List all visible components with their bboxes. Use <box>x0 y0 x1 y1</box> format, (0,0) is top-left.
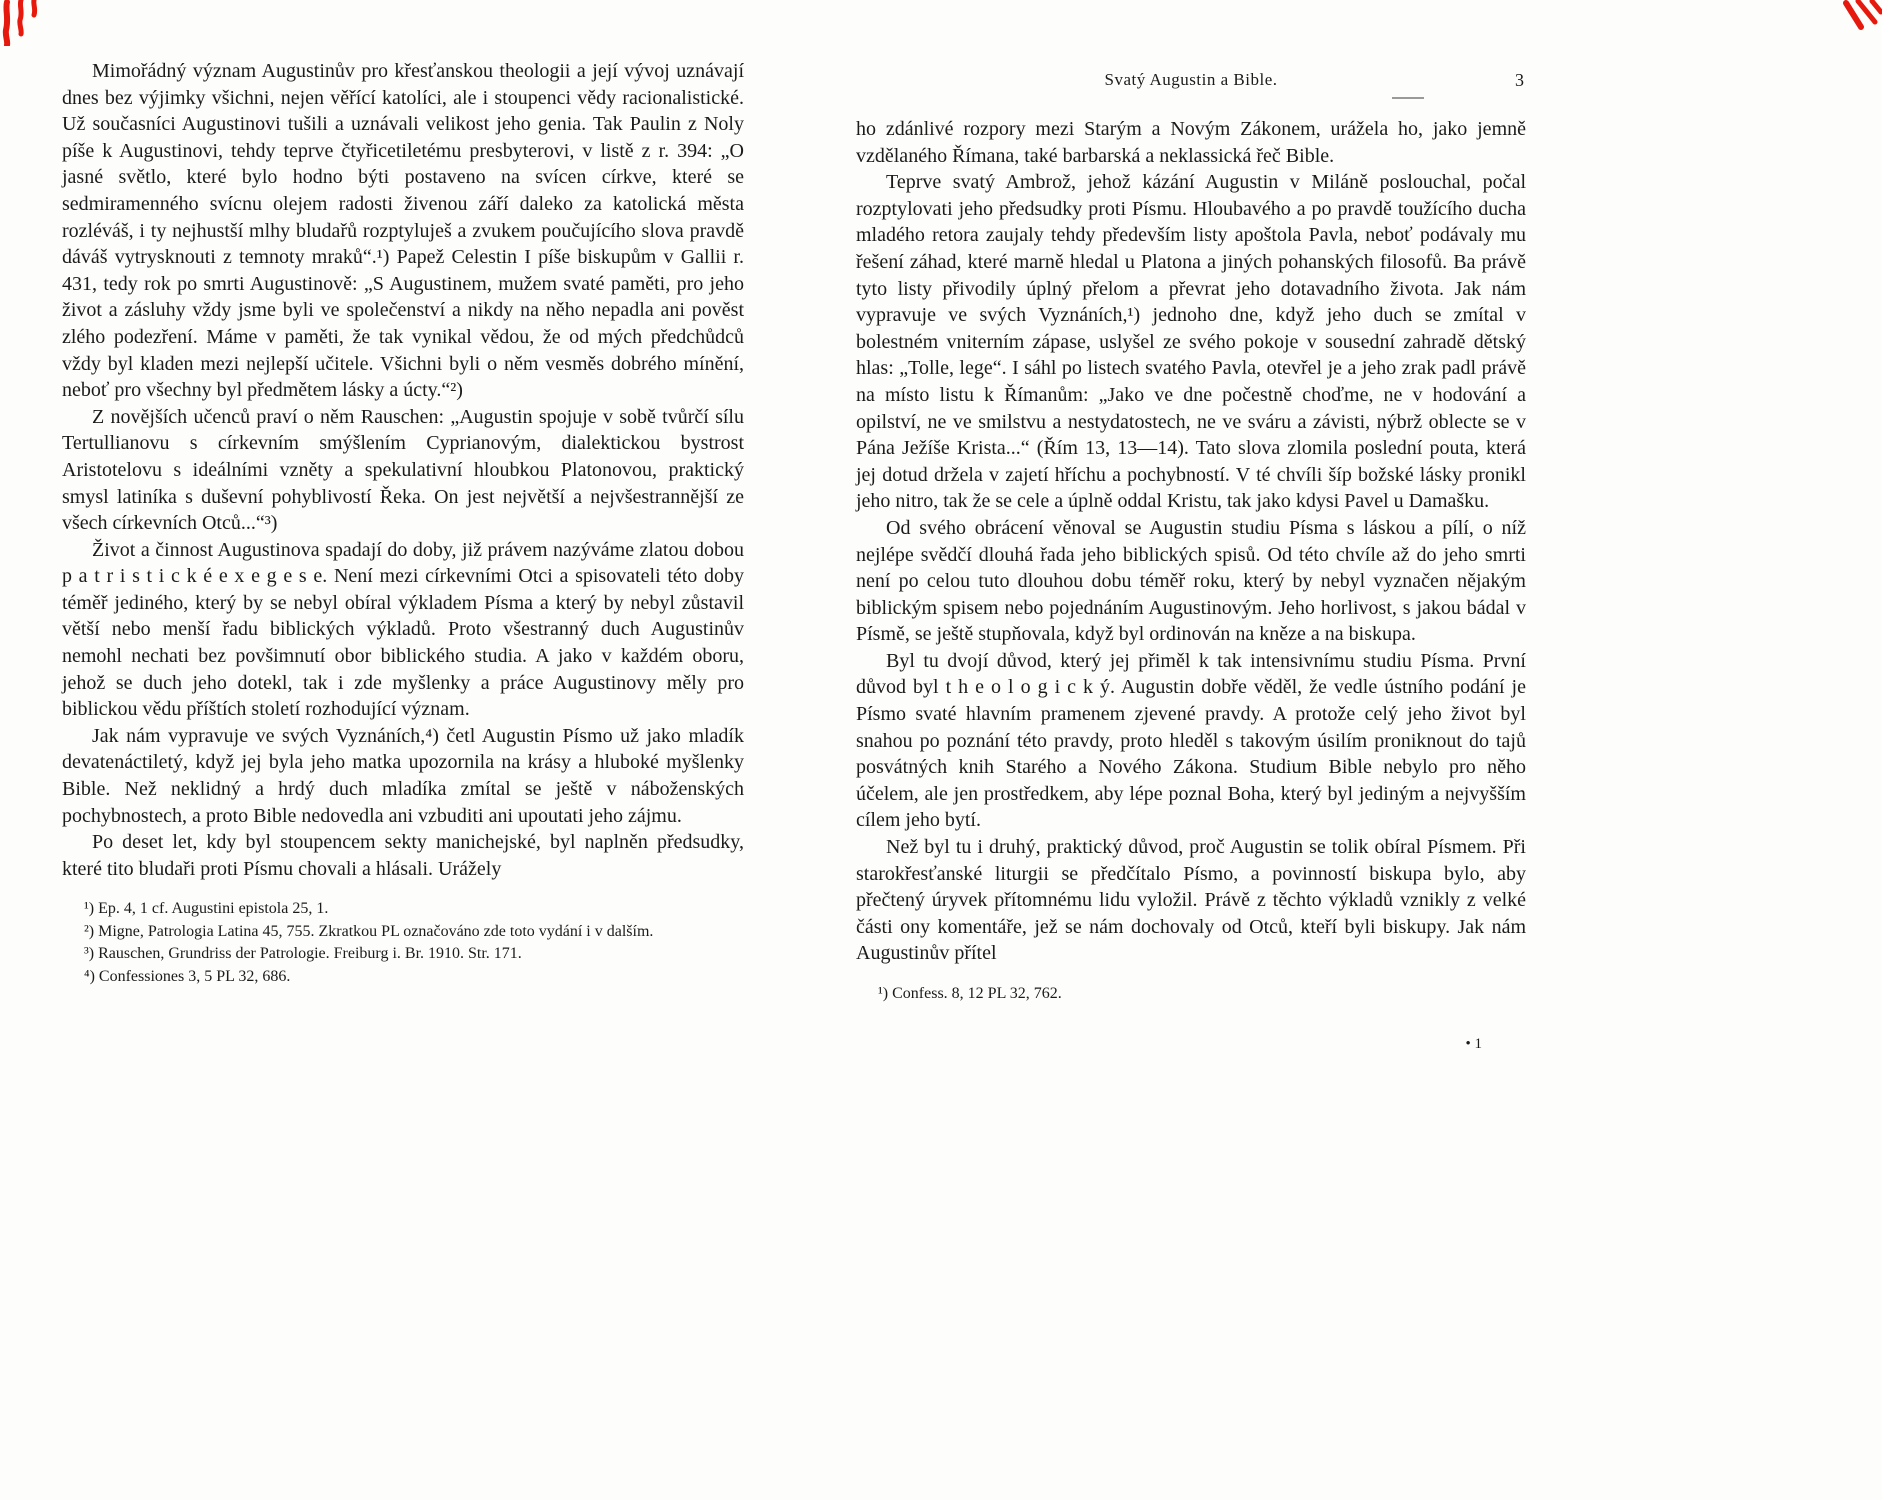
page-number: 3 <box>1515 70 1524 90</box>
footnote: ²) Migne, Patrologia Latina 45, 755. Zkratkou PL označováno zde toto vydání i v dalším. <box>84 922 654 940</box>
right-page <box>856 70 1526 1053</box>
left-page <box>62 58 744 988</box>
paragraph: ho zdánlivé rozpory mezi Starým a Novým Zákonem, urážela ho, jako jemně vzdělaného Římana, také barbarská a neklassická řeč Bible. <box>856 118 1526 167</box>
paragraph: Z novějších učenců praví o něm Rauschen: „Augustin spojuje v sobě tvůrčí sílu Tertullianovu s církevním smýšlením Cyprianovým, dialektickou bystrost Aristotelovu s ideálními vzněty a spekulativní hloubkou Platonovou, praktický smysl latiníka s duševní pohyblivostí Řeka. On jest největší a nejvšestrannější ze všech církevních Otců...“³) <box>62 405 744 535</box>
running-header <box>856 70 1526 102</box>
paragraph: Život a činnost Augustinova spadají do doby, již právem nazýváme zlatou dobou p a t r i s t i c k é e x e g e s e. Není mezi církevními Otci a spisovateli této doby téměř jediného, který by se nebyl obíral výkladem Písma a který by nebyl zůstavil větší nebo menší řadu biblických výkladů. Proto všestranný duch Augustinův nemohl nechati bez povšimnutí obor biblického studia. A jako v každém oboru, jehož se duch jeho dotekl, tak i zde myšlenky a práce Augustinovy měly pro biblickou vědu příštích století rozhodující význam. <box>62 538 744 721</box>
right-page-footnotes <box>856 983 1526 1006</box>
running-title: Svatý Augustin a Bible. <box>1104 70 1278 89</box>
paragraph: Od svého obrácení věnoval se Augustin studiu Písma s láskou a pílí, o níž nejlépe svědčí dlouhá řada jeho biblických spisů. Od této chvíle až do jeho smrti není po celou tuto dlouhou dobu téměř roku, který by nebyl vyznačen nějakým biblickým spisem nebo pojednáním Augustinovým. Jeho horlivost, s jakou bádal v Písmě, se ještě stupňovala, když byl ordinován na kněze a na biskupa. <box>856 516 1526 646</box>
left-page-text <box>62 58 744 882</box>
red-pen-mark-top-right <box>1840 0 1882 37</box>
footnote: ¹) Confess. 8, 12 PL 32, 762. <box>878 985 1062 1002</box>
paragraph: Mimořádný význam Augustinův pro křesťanskou theologii a její vývoj uznávají dnes bez výjimky všichni, nejen věřící katolíci, ale i stoupenci vědy racionalistické. Už současníci Augustinovi tušili a uznávali velikost jeho genia. Tak Paulin z Noly píše k Augustinovi, tehdy teprve čtyřicetiletému presbyterovi, v listě z r. 394: „O jasné světlo, které bylo hodno býti postaveno na svícen církve, které se sedmiramenného svícnu olejem radosti živenou září daleko za katolická města rozléváš, i ty nejhustší mlhy bludařů rozptyluješ a zvukem poučujícího slova pravdě dáváš vytrysknouti z temnoty mraků“.¹) Papež Celestin I píše biskupům v Gallii r. 431, tedy rok po smrti Augustinově: „S Augustinem, mužem svaté paměti, pro jeho život a zásluhy vždy jsme byli ve společenství a nikdy na něho nepadla ani pověst zlého podezření. Máme v paměti, že tak vynikal vědou, že od mých předchůdců vždy byl kladen mezi nejlepší učitele. Všichni byli o něm vesměs dobrého mínění, neboť pro všechny byl předmětem lásky a úcty.“²) <box>62 60 744 402</box>
red-pen-mark-top-left <box>0 0 52 51</box>
right-page-text <box>856 116 1526 967</box>
footnote: ³) Rauschen, Grundriss der Patrologie. Freiburg i. Br. 1910. Str. 171. <box>84 945 522 963</box>
paragraph: Než byl tu i druhý, praktický důvod, proč Augustin se tolik obíral Písmem. Při starokřesťanské liturgii se předčítalo Písmo, a povinností biskupa bylo, aby přečtený úryvek přítomnému lidu vyložil. Právě z těchto výkladů vznikly z velké části ony komentáře, jež se nám dochovaly od Otců, kteří byli biskupy. Jak nám Augustinův přítel <box>856 836 1526 965</box>
left-page-footnotes <box>62 898 744 988</box>
paragraph: Byl tu dvojí důvod, který jej přiměl k tak intensivnímu studiu Písma. První důvod byl t h e o l o g i c k ý. Augustin dobře věděl, že vedle ústního podání je Písmo svaté hlavním pramenem zjevené pravdy. A protože celý jeho život byl snahou po poznání této pravdy, proto hleděl s takovým úsilím proniknout do tajů posvátných knih Starého a Nového Zákona. Studium Bible nebylo pro něho účelem, ale jen prostředkem, aby lépe poznal Boha, který byl jediným a nejvyšším cílem jeho bytí. <box>856 649 1526 832</box>
footnote: ⁴) Confessiones 3, 5 PL 32, 686. <box>84 967 291 985</box>
paragraph: Jak nám vypravuje ve svých Vyznáních,⁴) četl Augustin Písmo už jako mladík devatenáctiletý, když jej byla jeho matka upozornila na krásy a hluboké myšlenky Bible. Než neklidný a hrdý duch mladíka zmítal se ještě v náboženských pochybnostech, a proto Bible nedovedla ani vzbuditi ani upoutati jeho zájmu. <box>62 724 744 827</box>
paragraph: Po deset let, kdy byl stoupencem sekty manichejské, byl naplněn předsudky, které tito bludaři proti Písmu chovali a hlásali. Urážely <box>62 831 744 880</box>
paragraph: Teprve svatý Ambrož, jehož kázání Augustin v Miláně poslouchal, počal rozptylovati jeho předsudky proti Písmu. Hloubavého a po pravdě toužícího ducha mladého retora zaujaly tehdy především listy apoštola Pavla, neboť podávaly mu řešení záhad, které marně hledal u Platona a jiných pohanských filosofů. Ba právě tyto listy přivodily úplný přelom a převrat jeho dotavadního života. Jak nám vypravuje ve svých Vyznáních,¹) jednoho dne, když jeho duch se zmítal v bolestném vniterním zápase, uslyšel ze svého pokoje v sousední zahradě dětský hlas: „Tolle, lege“. I sáhl po listech svatého Pavla, otevřel je a jeho zrak padl právě na místo listu k Římanům: „Jako ve dne počestně choďme, ne v hodování a opilství, ne ve smilstvu a nestydatostech, ne ve sváru a závisti, nýbrž oblecte se v Pána Ježíše Krista...“ (Řím 13, 13—14). Tato slova zlomila poslední pouta, která jej dotud držela v zajetí hříchu a pochybností. V té chvíli šíp božské lásky pronikl jeho nitro, tak že se cele a úplně oddal Kristu, tak jako kdysi Pavel u Damašku. <box>856 171 1526 513</box>
footnote: ¹) Ep. 4, 1 cf. Augustini epistola 25, 1. <box>84 900 329 918</box>
signature-mark: • 1 <box>1465 1035 1482 1052</box>
